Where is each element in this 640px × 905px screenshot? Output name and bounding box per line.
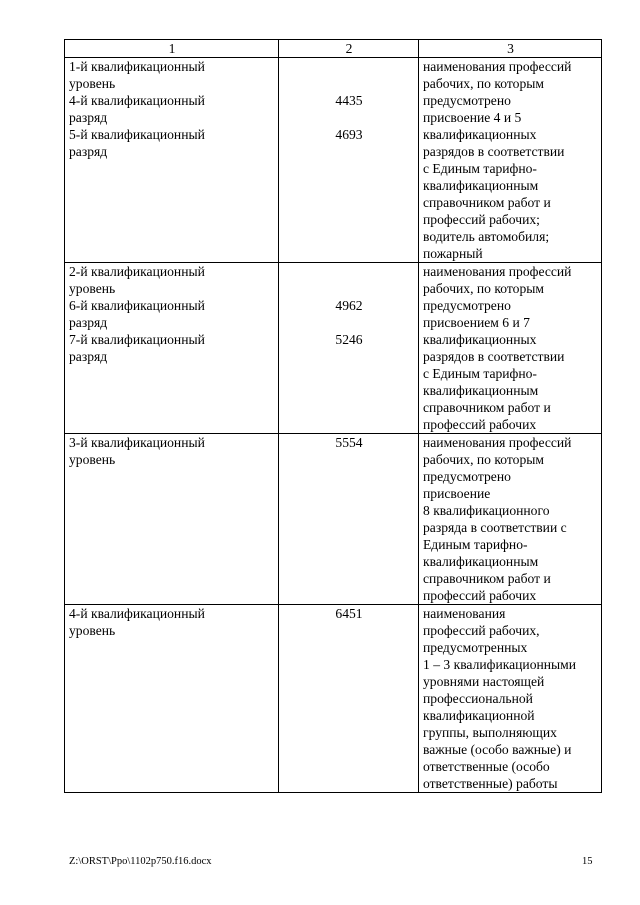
level-line: разряд [69, 315, 108, 330]
description-line: предусмотренных [423, 640, 528, 655]
description-line: профессий рабочих; [423, 212, 540, 227]
salary-value: 5246 [335, 332, 363, 347]
description-line: с Единым тарифно- [423, 366, 537, 381]
description-line: ответственные (особо [423, 759, 550, 774]
description-line: квалификационных [423, 127, 537, 142]
description-line: 8 квалификационного [423, 503, 550, 518]
salary-line [283, 75, 415, 92]
description-line: присвоение 4 и 5 [423, 110, 522, 125]
description-line: водитель автомобиля; [423, 229, 550, 244]
description-line: рабочих, по которым [423, 452, 544, 467]
description-line: предусмотрено [423, 298, 511, 313]
salary-line [283, 263, 415, 280]
description-line: справочником работ и [423, 195, 551, 210]
description-line: наименования профессий [423, 264, 572, 279]
description-line: предусмотрено [423, 469, 511, 484]
level-line: 4-й квалификационный [69, 606, 205, 621]
salary-line [283, 314, 415, 331]
description-line: с Единым тарифно- [423, 161, 537, 176]
description-line: уровнями настоящей [423, 674, 545, 689]
description-line: наименования профессий [423, 435, 572, 450]
level-line: уровень [69, 76, 116, 91]
description-line: профессий рабочих [423, 417, 537, 432]
description-line: профессиональной [423, 691, 533, 706]
salary-value: 4693 [335, 127, 363, 142]
salary-cell [279, 58, 419, 263]
description-line: присвоением 6 и 7 [423, 315, 530, 330]
header-col-3: 3 [419, 40, 602, 58]
level-cell [65, 58, 279, 263]
level-cell [65, 605, 279, 793]
table-row [65, 58, 602, 263]
description-line: рабочих, по которым [423, 281, 544, 296]
profession-description-cell [419, 58, 602, 263]
level-line: уровень [69, 623, 116, 638]
level-line: 6-й квалификационный [69, 298, 205, 313]
description-line: профессий рабочих, [423, 623, 540, 638]
level-line: 4-й квалификационный [69, 93, 205, 108]
description-line: квалификационных [423, 332, 537, 347]
profession-description-cell [419, 434, 602, 605]
table-header-row [65, 40, 602, 58]
table-row [65, 434, 602, 605]
description-line: важные (особо важные) и [423, 742, 572, 757]
description-line: рабочих, по которым [423, 76, 544, 91]
description-line: присвоение [423, 486, 491, 501]
footer-file-path: Z:\ORST\Ppo\1102p750.f16.docx [69, 856, 212, 867]
table-row [65, 605, 602, 793]
salary-value: 4435 [335, 93, 363, 108]
description-line: пожарный [423, 246, 483, 261]
salary-cell [279, 263, 419, 434]
description-line: квалификационным [423, 554, 539, 569]
salary-line [283, 280, 415, 297]
description-line: Единым тарифно- [423, 537, 528, 552]
qualification-table [64, 39, 602, 793]
description-line: наименования профессий [423, 59, 572, 74]
description-line: квалификационным [423, 383, 539, 398]
salary-line [283, 348, 415, 365]
description-line: группы, выполняющих [423, 725, 557, 740]
description-line: наименования [423, 606, 506, 621]
description-line: разрядов в соответствии [423, 349, 565, 364]
description-line: разряда в соответствии с [423, 520, 567, 535]
level-line: уровень [69, 281, 116, 296]
description-line: квалификационной [423, 708, 535, 723]
salary-value: 5554 [335, 435, 363, 450]
level-line: разряд [69, 110, 108, 125]
level-cell [65, 263, 279, 434]
profession-description-cell [419, 263, 602, 434]
salary-value: 6451 [335, 606, 363, 621]
description-line: квалификационным [423, 178, 539, 193]
description-line: разрядов в соответствии [423, 144, 565, 159]
salary-cell [279, 605, 419, 793]
salary-cell [279, 434, 419, 605]
level-line: разряд [69, 144, 108, 159]
description-line: справочником работ и [423, 400, 551, 415]
table-row [65, 263, 602, 434]
description-line: профессий рабочих [423, 588, 537, 603]
header-col-1: 1 [65, 40, 279, 58]
level-line: 3-й квалификационный [69, 435, 205, 450]
level-line: уровень [69, 452, 116, 467]
header-col-2: 2 [279, 40, 419, 58]
salary-line [283, 143, 415, 160]
level-line: 1-й квалификационный [69, 59, 205, 74]
level-line: 5-й квалификационный [69, 127, 205, 142]
level-line: 2-й квалификационный [69, 264, 205, 279]
level-cell [65, 434, 279, 605]
salary-line [283, 58, 415, 75]
description-line: справочником работ и [423, 571, 551, 586]
profession-description-cell [419, 605, 602, 793]
description-line: ответственные) работы [423, 776, 558, 791]
description-line: предусмотрено [423, 93, 511, 108]
salary-line [283, 109, 415, 126]
level-line: 7-й квалификационный [69, 332, 205, 347]
footer-page-number: 15 [582, 856, 593, 867]
salary-value: 4962 [335, 298, 363, 313]
level-line: разряд [69, 349, 108, 364]
description-line: 1 – 3 квалификационными [423, 657, 577, 672]
